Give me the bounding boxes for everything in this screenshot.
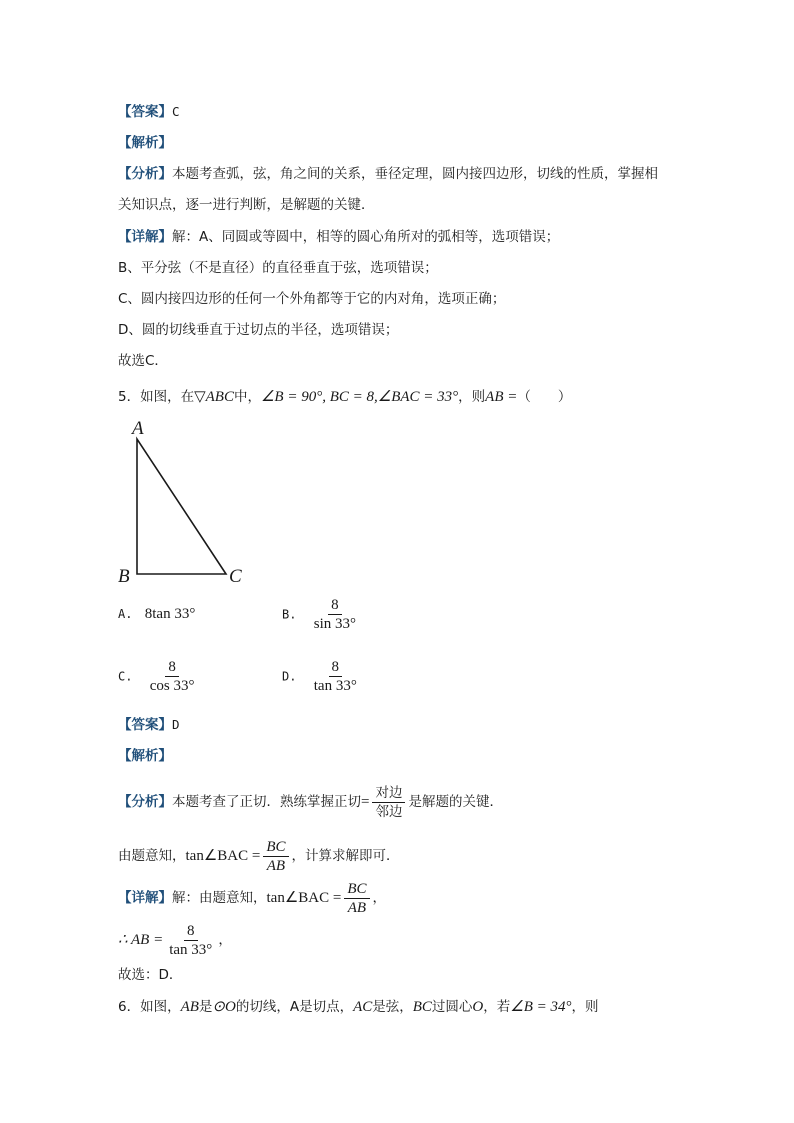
conclusion-text: 故选：D． (118, 967, 183, 983)
given-conditions: ∠B = 90°, BC = 8,∠BAC = 33° (260, 389, 459, 405)
detail-tail: ， (372, 890, 386, 906)
option-c-judgement: C、圆内接四边形的任何一个外角都等于它的内对角，选项正确； (118, 291, 506, 307)
stem-text-5: ，则 (571, 999, 599, 1015)
equals-sign: = (361, 794, 370, 810)
option-a-expression: 8tan 33° (144, 606, 196, 622)
opposite-side-label: 对边 (372, 784, 405, 803)
bc-over-ab-fraction (263, 838, 288, 875)
stem-is: 是 (198, 999, 213, 1015)
triangle-name: ABC (205, 389, 234, 405)
fenxi-tag: 【分析】 (118, 794, 172, 810)
therefore-expression: ∴ AB = (118, 932, 164, 948)
segment-bc: BC (412, 999, 432, 1015)
tan-expression: tan∠BAC = (266, 890, 342, 906)
result-denominator: tan 33° (169, 941, 213, 958)
vertex-c-label: C (229, 566, 242, 587)
option-d-judgement: D、圆的切线垂直于过切点的半径，选项错误； (118, 322, 399, 338)
adjacent-side-label: 邻边 (375, 803, 403, 820)
option-c-numerator: 8 (165, 658, 179, 677)
option-b-judgement: B、平分弦（不是直径）的直径垂直于弦，选项错误； (118, 260, 438, 276)
q5-conclusion (118, 965, 182, 985)
q4-option-b-line (118, 258, 438, 278)
option-d-denominator: tan 33° (313, 678, 357, 694)
youti-prefix: 由题意知， (118, 848, 186, 864)
stem-text-1: 的切线，A是切点， (235, 999, 354, 1015)
q4-option-d-line (118, 320, 398, 340)
q6-stem (118, 997, 599, 1017)
detail-prefix: 解：由题意知， (172, 890, 267, 906)
answer-value: C (172, 104, 180, 119)
option-d-numerator: 8 (329, 658, 343, 677)
center-o: O (472, 999, 484, 1015)
fenxi-text-continued: 关知识点，逐一进行判断，是解题的关键． (118, 197, 375, 213)
stem-mid: 中， (233, 389, 261, 405)
segment-ab: AB (180, 999, 199, 1015)
circle-o: ⊙O (212, 999, 236, 1015)
option-a-label: A. (118, 607, 133, 621)
fenxi-tail: 是解题的关键． (408, 794, 503, 810)
answer-tag: 【答案】 (118, 717, 172, 733)
stem-text-2: 是弦， (372, 999, 413, 1015)
ratio-numerator: BC (344, 880, 369, 899)
stem-text-4: ，若 (483, 999, 511, 1015)
vertex-b-label: B (118, 566, 130, 587)
option-d-label: D. (282, 669, 297, 684)
analysis-tag: 【解析】 (118, 748, 172, 764)
ratio-denominator: AB (266, 857, 286, 874)
triangle-figure (110, 412, 260, 588)
stem-prefix: 6．如图， (118, 999, 181, 1015)
ratio-denominator: AB (347, 899, 367, 916)
q5-answer-line (118, 715, 180, 735)
option-b-label: B. (282, 607, 297, 622)
vertex-a-label: A (132, 418, 144, 439)
answer-value: D (172, 717, 180, 732)
bc-over-ab-fraction (344, 880, 369, 917)
q5-analysis-heading (118, 746, 172, 766)
asked-quantity: AB = (485, 389, 518, 405)
angle-b-condition: ∠B = 34° (510, 999, 572, 1015)
q4-conclusion (118, 351, 168, 371)
q5-youti-line (118, 834, 400, 878)
result-numerator: 8 (184, 922, 198, 941)
option-b[interactable] (282, 596, 362, 633)
q4-fenxi-line-2 (118, 195, 375, 215)
fenxi-text: 本题考查了正切．熟练掌握正切 (172, 794, 361, 810)
stem-text-3: 过圆心 (431, 999, 473, 1015)
conclusion-text: 故选C． (118, 353, 168, 369)
option-b-denominator: sin 33° (313, 616, 357, 632)
detail-tag: 【详解】 (118, 890, 172, 906)
ratio-numerator: BC (263, 838, 288, 857)
answer-blank: （ ） (517, 389, 572, 405)
analysis-tag: 【解析】 (118, 135, 172, 151)
option-d-fraction (311, 658, 360, 695)
option-c-fraction (147, 658, 198, 695)
stem-prefix: 5．如图，在 (118, 389, 195, 405)
option-c-denominator: cos 33° (149, 678, 195, 694)
q5-detail-line (118, 876, 386, 920)
q4-analysis-heading (118, 133, 172, 153)
youti-tail: ，计算求解即可． (291, 848, 400, 864)
segment-ac: AC (353, 999, 373, 1015)
result-tail: ， (218, 932, 232, 948)
option-a[interactable] (118, 606, 195, 623)
option-c-label: C. (118, 669, 133, 684)
q4-answer-line (118, 102, 180, 122)
q5-therefore-line (118, 918, 232, 962)
q5-fenxi-line (118, 780, 503, 824)
q4-detail-line (118, 227, 559, 247)
option-c[interactable] (118, 658, 201, 695)
option-d[interactable] (282, 658, 363, 695)
answer-tag: 【答案】 (118, 104, 172, 120)
result-fraction (166, 922, 215, 959)
q4-option-c-line (118, 289, 505, 309)
fenxi-text: 本题考查弧，弦，角之间的关系，垂径定理，圆内接四边形，切线的性质，掌握相 (172, 166, 658, 182)
option-b-numerator: 8 (328, 596, 342, 615)
stem-then: ，则 (458, 389, 486, 405)
tangent-definition-fraction (372, 784, 405, 821)
triangle-abc-outline (137, 439, 226, 574)
fenxi-tag: 【分析】 (118, 166, 172, 182)
detail-tag: 【详解】 (118, 229, 172, 245)
triangle-symbol: ▽ (194, 389, 206, 405)
q5-stem (118, 387, 571, 407)
option-b-fraction (311, 596, 359, 633)
detail-text: 解：A、同圆或等圆中，相等的圆心角所对的弧相等，选项错误； (172, 229, 560, 245)
tan-expression: tan∠BAC = (185, 848, 261, 864)
q4-fenxi-line-1 (118, 164, 658, 184)
